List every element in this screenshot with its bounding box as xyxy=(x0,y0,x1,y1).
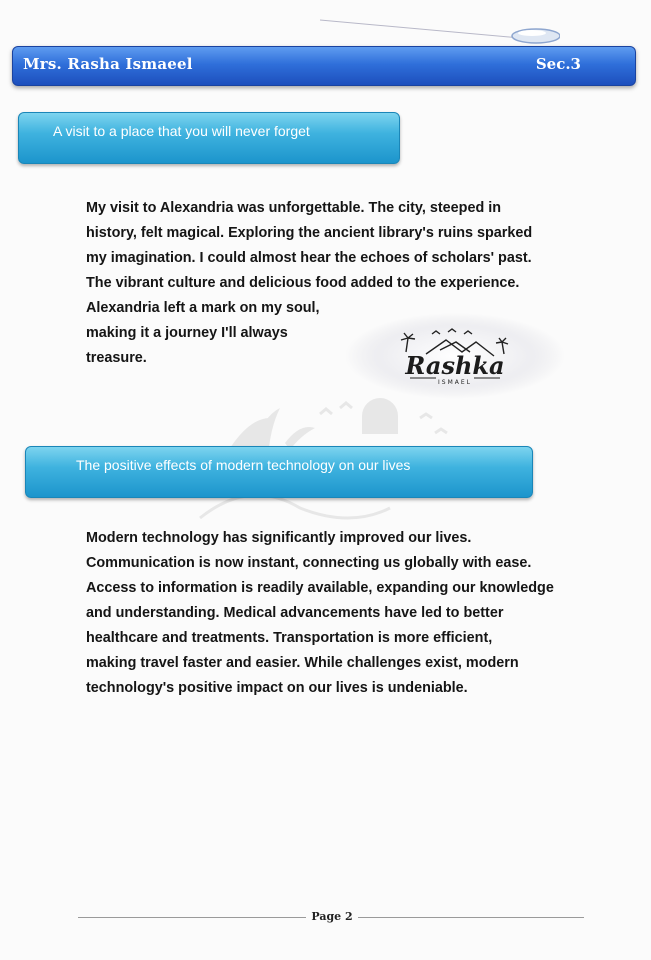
paragraph-line: Modern technology has significantly improved our lives. xyxy=(86,530,472,546)
section-2-paragraph xyxy=(86,526,606,701)
header-swoosh-decoration xyxy=(320,16,560,46)
logo-subtext: ISMAEL xyxy=(438,379,472,386)
paragraph-line: Communication is now instant, connecting us globally with ease. xyxy=(86,555,532,571)
paragraph-line: history, felt magical. Exploring the ancient library's ruins sparked xyxy=(86,225,533,241)
rashka-logo-icon xyxy=(344,312,566,400)
paragraph-line: Alexandria left a mark on my soul, xyxy=(86,300,320,316)
logo-text: Rashka xyxy=(405,351,505,380)
section-1-title-box xyxy=(18,112,400,164)
section-2-title: The positive effects of modern technology on our lives xyxy=(76,457,411,473)
paragraph-line: my imagination. I could almost hear the echoes of scholars' past. xyxy=(86,250,532,266)
paragraph-line: technology's positive impact on our lives is undeniable. xyxy=(86,680,468,696)
paragraph-line: healthcare and treatments. Transportation is more efficient, xyxy=(86,630,493,646)
paragraph-line: Access to information is readily available, expanding our knowledge xyxy=(86,580,554,596)
section-2-title-box xyxy=(25,446,533,498)
paragraph-line: treasure. xyxy=(86,350,147,366)
paragraph-line: making travel faster and easier. While challenges exist, modern xyxy=(86,655,519,671)
paragraph-line: The vibrant culture and delicious food added to the experience. xyxy=(86,275,520,291)
page-number: Page 2 xyxy=(311,910,353,923)
footer-divider-right xyxy=(358,917,584,918)
header-bar xyxy=(12,46,636,86)
paragraph-line: My visit to Alexandria was unforgettable. The city, steeped in xyxy=(86,200,502,216)
section-1-title: A visit to a place that you will never forget xyxy=(53,123,310,139)
section-number: Sec.3 xyxy=(535,55,581,73)
footer-divider-left xyxy=(78,917,306,918)
teacher-name: Mrs. Rasha Ismaeel xyxy=(23,55,193,73)
paragraph-line: making it a journey I'll always xyxy=(86,325,288,341)
paragraph-line: and understanding. Medical advancements have led to better xyxy=(86,605,504,621)
